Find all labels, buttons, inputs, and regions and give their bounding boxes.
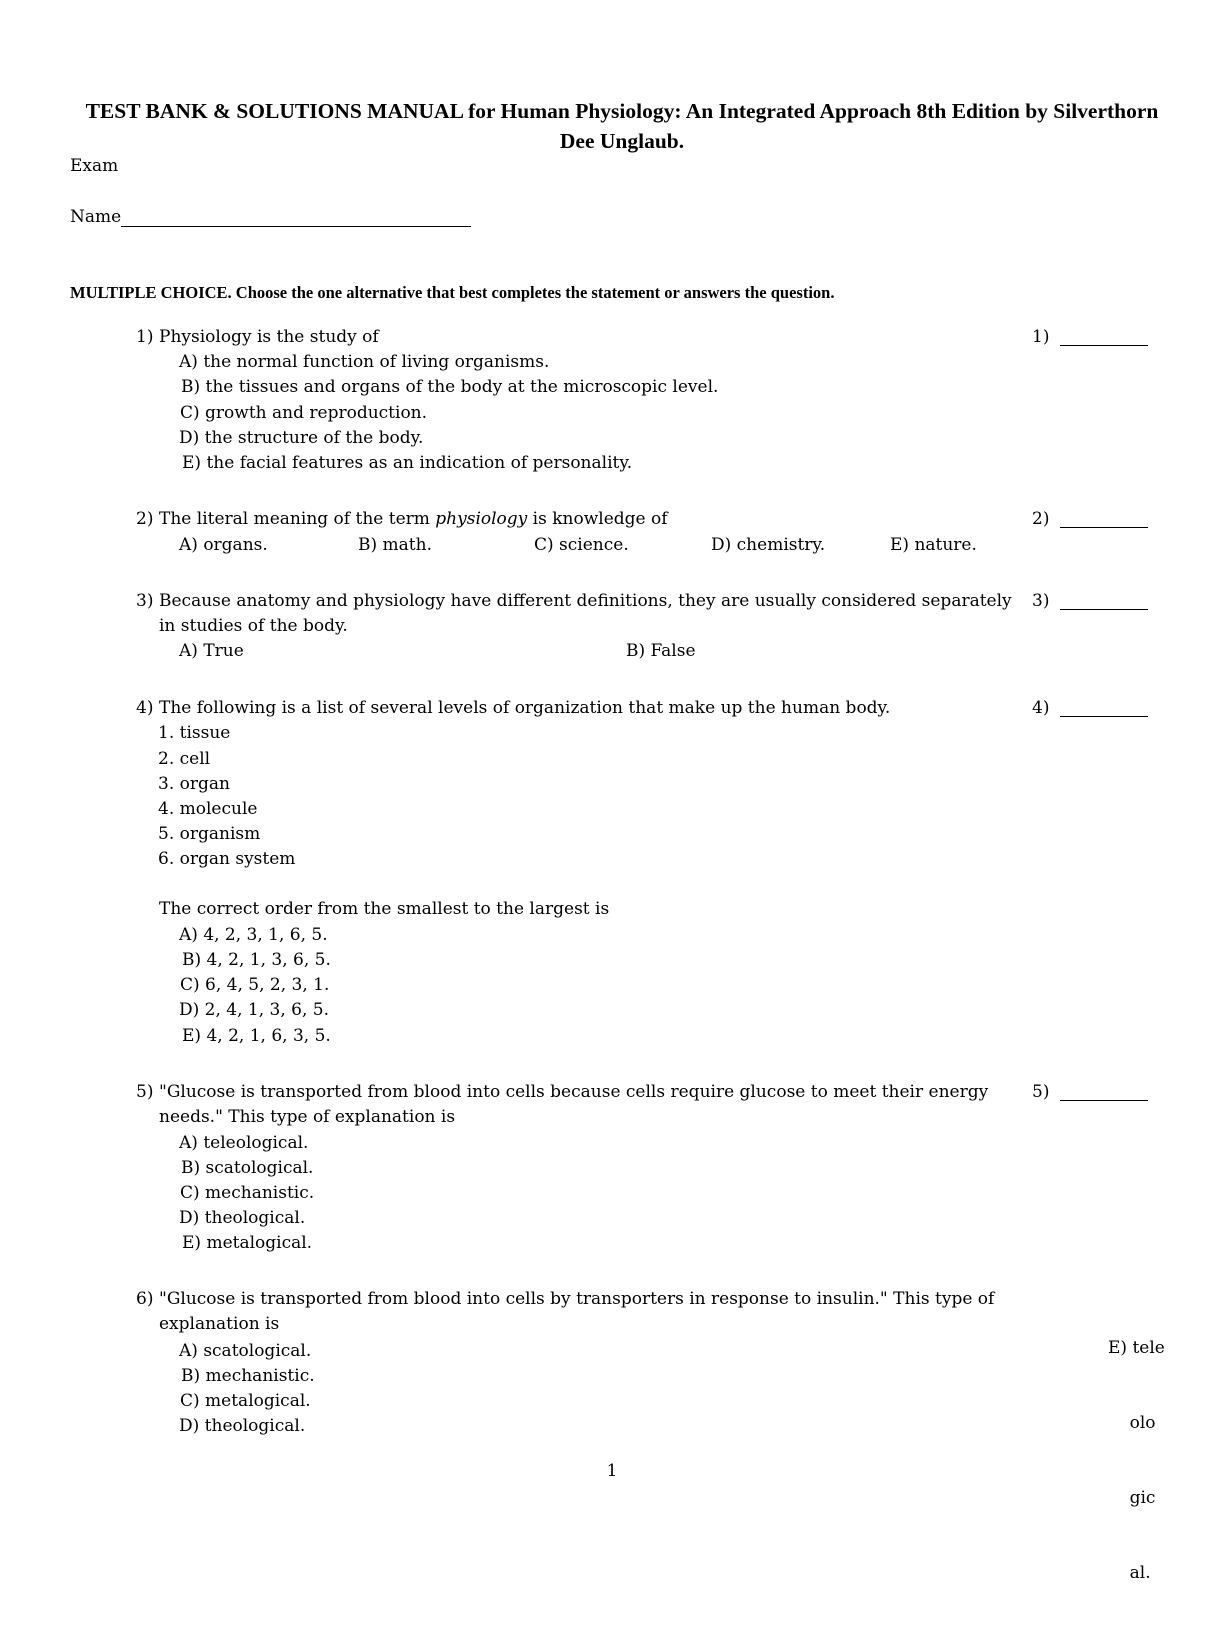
choice-a: A) 4, 2, 3, 1, 6, 5. (179, 925, 328, 945)
choice-d: D) the structure of the body. (179, 428, 424, 448)
answer-blank-line[interactable] (1060, 1098, 1148, 1101)
choice-e-fragment: olo (1108, 1413, 1156, 1433)
question-stem-line-1: "Glucose is transported from blood into cells because cells require glucose to meet their energy (159, 1082, 989, 1102)
stem-text: The literal meaning of the term (159, 509, 436, 529)
choice-d: D) 2, 4, 1, 3, 6, 5. (179, 1000, 330, 1020)
question-stem: Physiology is the study of (159, 327, 379, 347)
stem-italic-term: physiology (435, 509, 528, 529)
answer-blank-line[interactable] (1060, 607, 1148, 610)
page-number: 1 (606, 1461, 618, 1481)
question-stem (159, 509, 668, 529)
choice-c: C) science. (534, 535, 629, 555)
list-item: 5. organism (158, 824, 261, 844)
answer-blank-number: 5) (1032, 1082, 1050, 1102)
choice-b: B) math. (358, 535, 432, 555)
question-number: 3) (136, 591, 154, 611)
choice-b: B) 4, 2, 1, 3, 6, 5. (182, 950, 331, 970)
answer-blank-line[interactable] (1060, 343, 1148, 346)
choice-d: D) theological. (179, 1416, 306, 1436)
list-item: 2. cell (158, 749, 211, 769)
name-blank-line[interactable] (121, 207, 471, 227)
answer-blank-line[interactable] (1060, 714, 1148, 717)
question-number: 1) (136, 327, 154, 347)
choice-e-fragment: al. (1108, 1563, 1151, 1583)
choice-a: A) True (179, 641, 244, 661)
choice-e: E) the facial features as an indication of personality. (182, 453, 633, 473)
choice-b: B) the tissues and organs of the body at the microscopic level. (181, 377, 719, 397)
choice-a: A) the normal function of living organisms. (179, 352, 550, 372)
question-prompt: The correct order from the smallest to the largest is (159, 899, 610, 919)
question-stem-line-1: Because anatomy and physiology have different definitions, they are usually considered separately (159, 591, 1012, 611)
choice-c: C) metalogical. (180, 1391, 311, 1411)
choice-e: E) nature. (890, 535, 977, 555)
answer-blank-number: 4) (1032, 698, 1050, 718)
answer-blank-line[interactable] (1060, 525, 1148, 528)
list-item: 6. organ system (158, 849, 296, 869)
choice-e-fragment: gic (1108, 1488, 1156, 1508)
choice-b: B) mechanistic. (181, 1366, 315, 1386)
choice-c: C) mechanistic. (180, 1183, 315, 1203)
name-field[interactable] (70, 207, 471, 227)
document-title: TEST BANK & SOLUTIONS MANUAL for Human Physiology: An Integrated Approach 8th Edition by Silverthorn Dee Unglaub. (85, 99, 1159, 153)
question-stem: The following is a list of several levels of organization that make up the human body. (159, 698, 891, 718)
list-item: 4. molecule (158, 799, 258, 819)
choice-c: C) growth and reproduction. (180, 403, 428, 423)
answer-blank-number: 1) (1032, 327, 1050, 347)
choice-e-fragment: E) tele (1108, 1338, 1165, 1358)
answer-blank-number: 3) (1032, 591, 1050, 611)
question-number: 2) (136, 509, 154, 529)
question-stem-line-1: "Glucose is transported from blood into cells by transporters in response to insulin." This type of (159, 1289, 995, 1309)
choice-b: B) scatological. (181, 1158, 314, 1178)
choice-e: E) metalogical. (182, 1233, 313, 1253)
choice-c: C) 6, 4, 5, 2, 3, 1. (180, 975, 330, 995)
stem-text: is knowledge of (527, 509, 668, 529)
choice-d: D) theological. (179, 1208, 306, 1228)
exam-label: Exam (70, 156, 119, 176)
question-number: 4) (136, 698, 154, 718)
choice-e: E) 4, 2, 1, 6, 3, 5. (182, 1026, 331, 1046)
question-stem-line-2: explanation is (159, 1314, 280, 1334)
choice-b: B) False (626, 641, 696, 661)
question-stem-line-2: in studies of the body. (159, 616, 348, 636)
section-heading: MULTIPLE CHOICE. Choose the one alternative that best completes the statement or answers the question. (70, 283, 835, 302)
choice-d: D) chemistry. (711, 535, 826, 555)
answer-blank-number: 2) (1032, 509, 1050, 529)
name-label: Name (70, 207, 122, 227)
list-item: 1. tissue (158, 723, 231, 743)
question-number: 6) (136, 1289, 154, 1309)
choice-a: A) teleological. (179, 1133, 309, 1153)
question-stem-line-2: needs." This type of explanation is (159, 1107, 456, 1127)
choice-a: A) organs. (179, 535, 268, 555)
list-item: 3. organ (158, 774, 230, 794)
question-number: 5) (136, 1082, 154, 1102)
choice-a: A) scatological. (179, 1341, 312, 1361)
